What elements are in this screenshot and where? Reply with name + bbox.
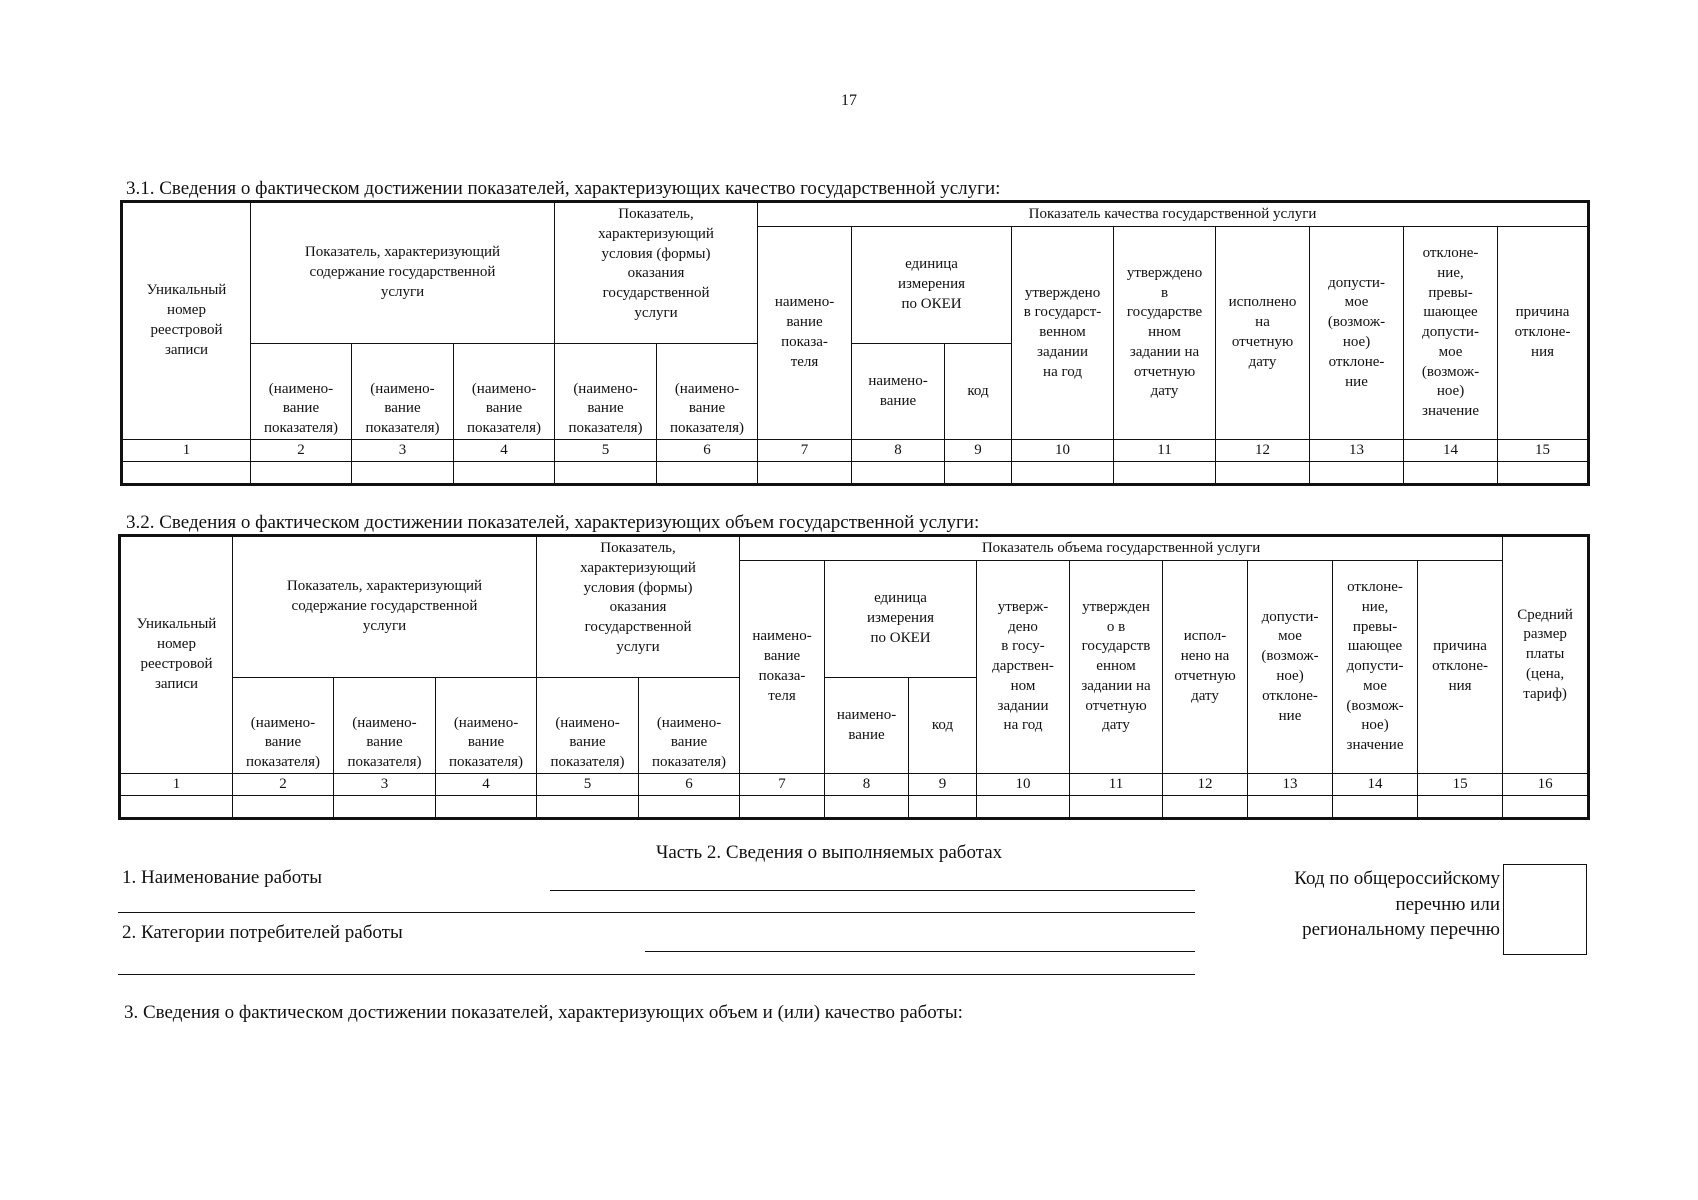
sub-indicator-name: (наимено- вание показателя) [657,344,758,440]
empty-cell [537,796,639,818]
registry-code-box[interactable] [1503,864,1587,955]
col-average-fee: Средний размер платы (цена, тариф) [1503,537,1588,774]
col-indicator-name: наимено- вание показа- теля [758,227,852,440]
sub-indicator-name: (наимено- вание показателя) [454,344,555,440]
column-number: 5 [555,440,657,462]
col-approved-year: утверждено в государст- венном задании на год [1012,227,1114,440]
column-number: 11 [1114,440,1216,462]
empty-cell [251,462,352,484]
col-deviation-reason: причина отклоне- ния [1418,561,1503,774]
col-unique-record-number: Уникальный номер реестровой записи [123,203,251,440]
section-3-1-heading: 3.1. Сведения о фактическом достижении показателей, характеризующих качество государственной услуги: [126,178,1001,199]
empty-cell [852,462,945,484]
work-name-line[interactable] [550,890,1195,891]
empty-cell [1418,796,1503,818]
col-executed: испол- нено на отчетную дату [1163,561,1248,774]
empty-cell [1216,462,1310,484]
column-number: 7 [740,774,825,796]
column-number: 3 [352,440,454,462]
group-quality-indicator: Показатель качества государственной услуги [758,203,1588,227]
column-number: 2 [233,774,334,796]
empty-cell [1163,796,1248,818]
col-allowed-deviation: допусти- мое (возмож- ное) отклоне- ние [1310,227,1404,440]
empty-cell [233,796,334,818]
empty-cell [758,462,852,484]
empty-cell [454,462,555,484]
sub-indicator-name: (наимено- вание показателя) [436,678,537,774]
volume-indicators-table [120,536,1588,818]
column-number: 7 [758,440,852,462]
consumers-line[interactable] [645,951,1195,952]
empty-cell [1498,462,1588,484]
col-service-conditions-indicator: Показатель, характеризующий условия (формы) оказания государственной услуги [537,537,740,678]
work-name-label: 1. Наименование работы [122,867,323,888]
col-unit-okei: единица измерения по ОКЕИ [825,561,977,678]
col-approved-reporting-date: утвержден о в государств енном задании на отчетную дату [1070,561,1163,774]
column-number: 13 [1248,774,1333,796]
column-number: 8 [825,774,909,796]
empty-cell [945,462,1012,484]
column-number: 15 [1498,440,1588,462]
column-number: 13 [1310,440,1404,462]
column-number: 10 [1012,440,1114,462]
column-number: 14 [1404,440,1498,462]
empty-cell [555,462,657,484]
quality-indicators-table [122,202,1588,484]
registry-code-label: Код по общероссийскому перечню или региональному перечню [1294,868,1500,941]
page-number: 17 [841,92,857,109]
empty-cell [1333,796,1418,818]
col-executed: исполнено на отчетную дату [1216,227,1310,440]
column-number: 1 [123,440,251,462]
sub-indicator-name: (наимено- вание показателя) [334,678,436,774]
sub-unit-name: наимено- вание [825,678,909,774]
column-number: 4 [436,774,537,796]
col-service-content-indicator: Показатель, характеризующий содержание государственной услуги [233,537,537,678]
empty-cell [352,462,454,484]
column-number: 14 [1333,774,1418,796]
col-deviation-reason: причина отклоне- ния [1498,227,1588,440]
col-allowed-deviation: допусти- мое (возмож- ное) отклоне- ние [1248,561,1333,774]
part-2-title: Часть 2. Сведения о выполняемых работах [656,842,1003,863]
sub-indicator-name: (наимено- вание показателя) [352,344,454,440]
empty-cell [740,796,825,818]
column-number: 1 [121,774,233,796]
empty-cell [909,796,977,818]
sub-indicator-name: (наимено- вание показателя) [251,344,352,440]
sub-unit-code: код [909,678,977,774]
sub-indicator-name: (наимено- вание показателя) [537,678,639,774]
consumers-line[interactable] [118,974,1195,975]
sub-unit-name: наимено- вание [852,344,945,440]
column-number: 16 [1503,774,1588,796]
sub-indicator-name: (наимено- вание показателя) [639,678,740,774]
empty-cell [1404,462,1498,484]
empty-cell [1070,796,1163,818]
section-3-2-heading: 3.2. Сведения о фактическом достижении показателей, характеризующих объем государственной услуги: [126,512,980,533]
column-number: 4 [454,440,555,462]
column-number: 6 [657,440,758,462]
col-service-conditions-indicator: Показатель, характеризующий условия (формы) оказания государственной услуги [555,203,758,344]
empty-cell [977,796,1070,818]
empty-cell [1310,462,1404,484]
column-number: 6 [639,774,740,796]
col-unique-record-number: Уникальный номер реестровой записи [121,537,233,774]
group-volume-indicator: Показатель объема государственной услуги [740,537,1503,561]
col-exceeding-deviation: отклоне- ние, превы- шающее допусти- мое (возмож- ное) значение [1333,561,1418,774]
column-number: 3 [334,774,436,796]
column-number: 9 [945,440,1012,462]
col-approved-reporting-date: утверждено в государстве нном задании на отчетную дату [1114,227,1216,440]
column-number: 12 [1163,774,1248,796]
sub-indicator-name: (наимено- вание показателя) [233,678,334,774]
empty-cell [1012,462,1114,484]
column-number: 11 [1070,774,1163,796]
column-number: 15 [1418,774,1503,796]
empty-cell [657,462,758,484]
column-number: 12 [1216,440,1310,462]
column-number: 9 [909,774,977,796]
empty-cell [1503,796,1588,818]
empty-cell [1114,462,1216,484]
empty-cell [436,796,537,818]
empty-cell [123,462,251,484]
work-name-line[interactable] [118,912,1195,913]
sub-unit-code: код [945,344,1012,440]
col-approved-year: утверж- дено в госу- дарствен- ном задании на год [977,561,1070,774]
column-number: 2 [251,440,352,462]
column-number: 5 [537,774,639,796]
column-number: 10 [977,774,1070,796]
empty-cell [825,796,909,818]
col-unit-okei: единица измерения по ОКЕИ [852,227,1012,344]
sub-indicator-name: (наимено- вание показателя) [555,344,657,440]
consumers-label: 2. Категории потребителей работы [122,922,403,943]
col-exceeding-deviation: отклоне- ние, превы- шающее допусти- мое (возмож- ное) значение [1404,227,1498,440]
empty-cell [639,796,740,818]
empty-cell [334,796,436,818]
col-service-content-indicator: Показатель, характеризующий содержание государственной услуги [251,203,555,344]
empty-cell [121,796,233,818]
col-indicator-name: наимено- вание показа- теля [740,561,825,774]
empty-cell [1248,796,1333,818]
column-number: 8 [852,440,945,462]
section-3-work-heading: 3. Сведения о фактическом достижении показателей, характеризующих объем и (или) качество работы: [124,1002,963,1023]
